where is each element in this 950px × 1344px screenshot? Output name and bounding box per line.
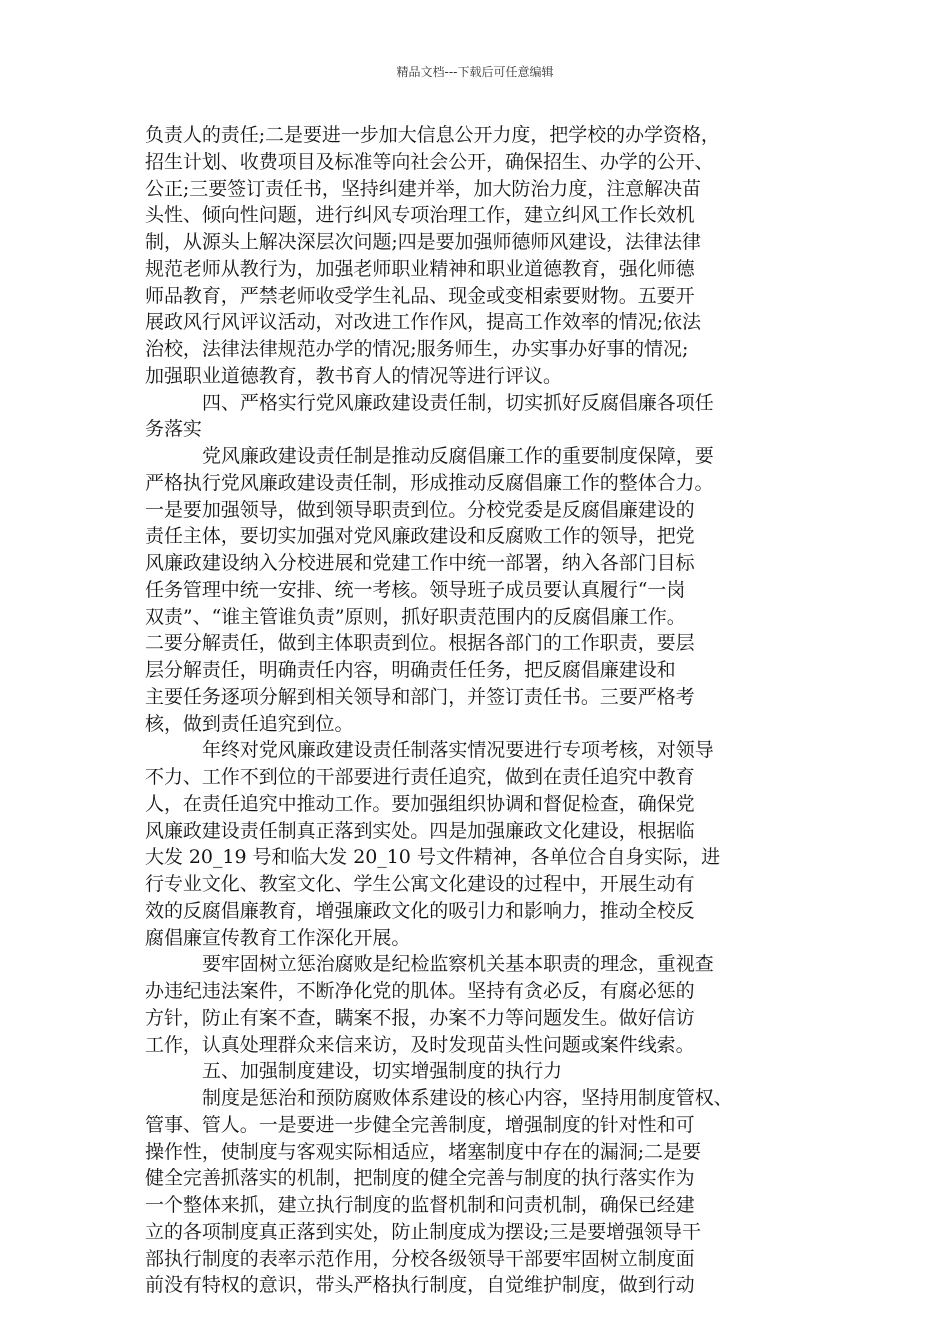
text-line: 招生计划、收费项目及标准等向社会公开，确保招生、办学的公开、 [145, 150, 714, 173]
text-line: 办违纪违法案件，不断净化党的肌体。坚持有贪必反，有腐必惩的 [145, 980, 695, 1002]
paragraph-first-line: 党风廉政建设责任制是推动反腐倡廉工作的重要制度保障，要 [202, 445, 714, 467]
text-line: 风廉政建设纳入分校进展和党建工作中统一部署，纳入各部门目标 [145, 552, 695, 574]
text-line: 前没有特权的意识，带头严格执行制度，自觉维护制度，做到行动 [145, 1274, 695, 1297]
text-line: 展政风行风评议活动，对改进工作作风，提高工作效率的情况;依法 [145, 311, 701, 334]
paragraph-first-line: 四、严格实行党风廉政建设责任制，切实抓好反腐倡廉各项任 [202, 391, 714, 414]
text-line: 立的各项制度真正落到实处，防止制度成为摆设;三是要增强领导干 [145, 1220, 701, 1243]
text-line: 人，在责任追究中推动工作。要加强组织协调和督促检查，确保党 [145, 792, 695, 815]
text-line: 师品教育，严禁老师收受学生礼品、现金或变相索要财物。五要开 [145, 284, 695, 307]
text-line: 大发 20_19 号和临大发 20_10 号文件精神，各单位合自身实际，进 [145, 846, 721, 869]
text-line: 一个整体来抓，建立执行制度的监督机制和问责机制，确保已经建 [145, 1194, 695, 1216]
paragraph-first-line: 五、加强制度建设，切实增强制度的执行力 [202, 1060, 563, 1083]
text-line: 治校，法律法律规范办学的情况;服务师生，办实事办好事的情况; [145, 338, 689, 360]
text-line: 风廉政建设责任制真正落到实处。四是加强廉政文化建设，根据临 [145, 819, 695, 842]
text-line: 公正;三要签订责任书，坚持纠建并举，加大防治力度，注意解决苗 [145, 177, 701, 200]
text-line: 头性、倾向性问题，进行纠风专项治理工作，建立纠风工作长效机 [145, 204, 695, 227]
text-line: 双责”、“谁主管谁负责”原则，抓好职责范围内的反腐倡廉工作。 [145, 605, 686, 628]
paragraph-first-line: 年终对党风廉政建设责任制落实情况要进行专项考核，对领导 [202, 739, 714, 762]
paragraph-first-line: 制度是惩治和预防腐败体系建设的核心内容，坚持用制度管权、 [202, 1087, 733, 1109]
text-line: 健全完善抓落实的机制，把制度的健全完善与制度的执行落实作为 [145, 1167, 695, 1190]
text-line: 管事、管人。一是要进一步健全完善制度，增强制度的针对性和可 [145, 1113, 695, 1136]
page-header: 精品文档---下载后可任意编辑 [396, 65, 554, 79]
text-line: 二要分解责任，做到主体职责到位。根据各部门的工作职责，要层 [145, 632, 695, 655]
text-line: 工作，认真处理群众来信来访，及时发现苗头性问题或案件线索。 [145, 1033, 695, 1056]
text-line: 效的反腐倡廉教育，增强廉政文化的吸引力和影响力，推动全校反 [145, 899, 695, 922]
text-line: 严格执行党风廉政建设责任制，形成推动反腐倡廉工作的整体合力。 [145, 471, 714, 494]
text-line: 行专业文化、教室文化、学生公寓文化建设的过程中，开展生动有 [145, 873, 695, 895]
text-line: 务落实 [145, 418, 202, 441]
text-line: 任务管理中统一安排、统一考核。领导班子成员要认真履行“一岗 [145, 578, 686, 601]
paragraph-first-line: 要牢固树立惩治腐败是纪检监察机关基本职责的理念，重视查 [202, 953, 714, 976]
text-line: 主要任务逐项分解到相关领导和部门，并签订责任书。三要严格考 [145, 685, 695, 708]
text-line: 一是要加强领导，做到领导职责到位。分校党委是反腐倡廉建设的 [145, 498, 695, 521]
document-body [145, 122, 811, 1299]
text-line: 责任主体，要切实加强对党风廉政建设和反腐败工作的领导，把党 [145, 525, 695, 548]
text-line: 负责人的责任;二是要进一步加大信息公开力度，把学校的办学资格， [145, 124, 720, 146]
text-line: 制，从源头上解决深层次问题;四是要加强师德师风建设，法律法律 [145, 231, 701, 253]
text-line: 层分解责任，明确责任内容，明确责任任务，把反腐倡廉建设和 [145, 659, 676, 681]
text-line: 操作性，使制度与客观实际相适应，堵塞制度中存在的漏洞;二是要 [145, 1140, 701, 1163]
text-line: 腐倡廉宣传教育工作深化开展。 [145, 926, 411, 949]
text-line: 核，做到责任追究到位。 [145, 712, 354, 735]
text-line: 部执行制度的表率示范作用，分校各级领导干部要牢固树立制度面 [145, 1247, 695, 1270]
text-line: 加强职业道德教育，教书育人的情况等进行评议。 [145, 364, 562, 387]
text-line: 方针，防止有案不查，瞒案不报，办案不力等问题发生。做好信访 [145, 1006, 695, 1029]
text-line: 不力、工作不到位的干部要进行责任追究，做到在责任追究中教育 [145, 766, 695, 788]
text-line: 规范老师从教行为，加强老师职业精神和职业道德教育，强化师德 [145, 257, 695, 280]
